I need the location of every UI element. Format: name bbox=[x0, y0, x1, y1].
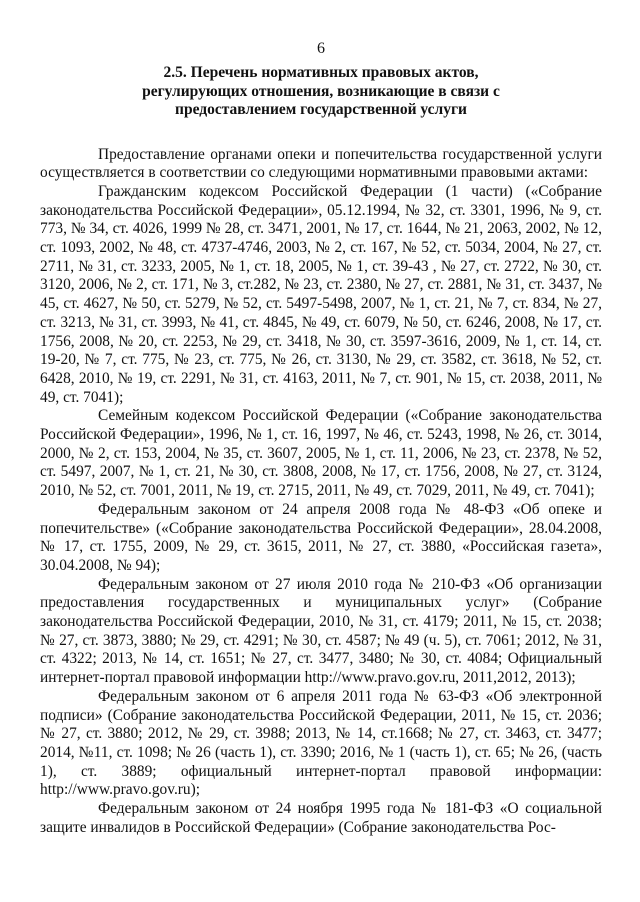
paragraph-intro: Предоставление органами опеки и попечительства государственной услуги осуществляется в соответствии со следующими нормативными правовыми актами: bbox=[40, 145, 602, 182]
document-body bbox=[40, 146, 602, 838]
paragraph-law-48fz: Федеральным законом от 24 апреля 2008 года № 48-ФЗ «Об опеке и попечительстве» («Собрание законодательства Российской Федерации», 28.04.2008, № 17, ст. 1755, 2009, № 29, ст. 3615, 2011, № 27, ст. 3880, «Российская газета», 30.04.2008, № 94); bbox=[40, 500, 602, 574]
paragraph-civil-code: Гражданским кодексом Российской Федерации (1 части) («Собрание законодательства Российской Федерации», 05.12.1994, № 32, ст. 3301, 1996, № 9, ст. 773, № 34, ст. 4026, 1999 № 28, ст. 3471, 2001, № 17, ст. 1644, № 21, 2063, 2002, № 12, ст. 1093, 2002, № 48, ст. 4737-4746, 2003, № 2, ст. 167, № 52, ст. 5034, 2004, № 27, ст. 2711, № 31, ст. 3233, 2005, № 1, ст. 18, 2005, № 1, ст. 39-43 , № 27, ст. 2722, № 30, ст. 3120, 2006, № 2, ст. 171, № 3, ст.282, № 23, ст. 2380, № 27, ст. 2881, № 31, ст. 3437, № 45, ст. 4627, № 50, ст. 5279, № 52, ст. 5497-5498, 2007, № 1, ст. 21, № 7, ст. 834, № 27, ст. 3213, № 31, ст. 3993, № 41, ст. 4845, № 49, ст. 6079, № 50, ст. 6246, 2008, № 17, ст. 1756, 2008, № 20, ст. 2253, № 29, ст. 3418, № 30, ст. 3597-3616, 2009, № 1, ст. 14, ст. 19-20, № 7, ст. 775, № 23, ст. 775, № 26, ст. 3130, № 29, ст. 3582, ст. 3618, № 52, ст. 6428, 2010, № 19, ст. 2291, № 31, ст. 4163, 2011, № 7, ст. 901, № 15, ст. 2038, 2011, № 49, ст. 7041); bbox=[40, 182, 602, 406]
page-number: 6 bbox=[317, 40, 325, 57]
section-title: 2.5. Перечень нормативных правовых актов, регулирующих отношения, возникающие в связи с предоставлением государственной услуги bbox=[142, 64, 500, 118]
paragraph-law-181fz: Федеральным законом от 24 ноября 1995 года № 181-ФЗ «О социальной защите инвалидов в Российской Федерации» (Собрание законодательства Рос- bbox=[40, 800, 602, 836]
paragraph-family-code: Семейным кодексом Российской Федерации («Собрание законодательства Российской Федерации», 1996, № 1, ст. 16, 1997, № 46, ст. 5243, 1998, № 26, ст. 3014, 2000, № 2, ст. 153, 2004, № 35, ст. 3607, 2005, № 1, ст. 11, 2006, № 23, ст. 2378, № 52, ст. 5497, 2007, № 1, ст. 21, № 30, ст. 3808, 2008, № 17, ст. 1756, 2008, № 27, ст. 3124, 2010, № 52, ст. 7001, 2011, № 19, ст. 2715, 2011, № 49, ст. 7029, 2011, № 49, ст. 7041); bbox=[40, 407, 602, 500]
paragraph-law-210fz: Федеральным законом от 27 июля 2010 года № 210-ФЗ «Об организации предоставления государственных и муниципальных услуг» (Собрание законодательства Российской Федерации, 2010, № 31, ст. 4179; 2011, № 15, ст. 2038; № 27, ст. 3873, 3880; № 29, ст. 4291; № 30, ст. 4587; № 49 (ч. 5), ст. 7061; 2012, № 31, ст. 4322; 2013, № 14, ст. 1651; № 27, ст. 3477, 3480; № 30, ст. 4084; Официальный интернет-портал правовой информации http://www.pravo.gov.ru, 2011,2012, 2013); bbox=[40, 575, 602, 687]
paragraph-law-63fz: Федеральным законом от 6 апреля 2011 года № 63-ФЗ «Об электронной подписи» (Собрание законодательства Российской Федерации, 2011, № 15, ст. 2036; № 27, ст. 3880; 2012, № 29, ст. 3988; 2013, № 14, ст.1668; № 27, ст. 3463, ст. 3477; 2014, №11, ст. 1098; № 26 (часть 1), ст. 3390; 2016, № 1 (часть 1), ст. 65; № 26, (часть 1), ст. 3889; официальный интернет-портал правовой информации: http://www.pravo.gov.ru); bbox=[40, 687, 602, 799]
